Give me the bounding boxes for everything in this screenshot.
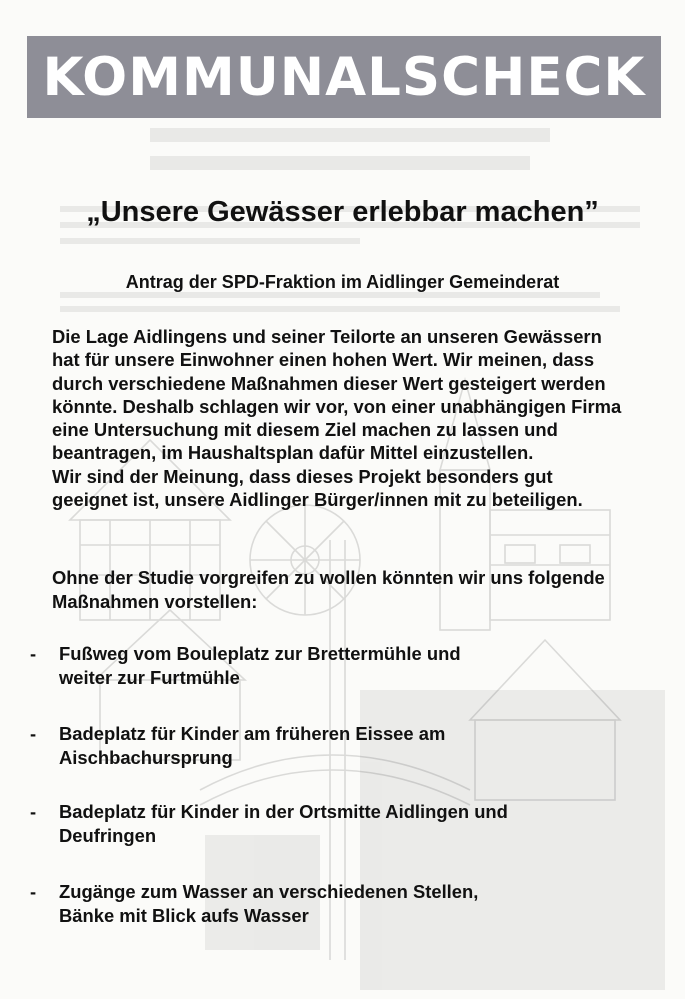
list-item-line: Fußweg vom Bouleplatz zur Brettermühle und	[59, 643, 461, 664]
bullet-dash: -	[30, 643, 37, 664]
list-item-line: Aischbachursprung	[59, 747, 233, 768]
body-line: eine Untersuchung mit diesem Ziel machen zu lassen und	[52, 419, 558, 441]
banner-title: KOMMUNALSCHECK	[42, 46, 646, 108]
body-line: Die Lage Aidlingens und seiner Teilorte an unseren Gewässern	[52, 326, 602, 347]
list-item-line: Zugänge zum Wasser an verschiedenen Stellen,	[59, 881, 479, 902]
subheadline: Antrag der SPD-Fraktion im Aidlinger Gemeinderat	[125, 272, 560, 292]
intro-line: Ohne der Studie vorgreifen zu wollen könnten wir uns folgende	[52, 567, 605, 588]
body-line: Wir sind der Meinung, dass dieses Projekt besonders gut	[52, 465, 553, 487]
bullet-dash: -	[30, 723, 37, 744]
header-banner	[27, 36, 661, 118]
bullet-dash: -	[30, 881, 37, 902]
list-item-line: weiter zur Furtmühle	[59, 667, 240, 688]
headline: „Unsere Gewässer erlebbar machen”	[86, 196, 599, 228]
list-item-line: Badeplatz für Kinder am früheren Eissee am	[59, 723, 446, 744]
intro-line: Maßnahmen vorstellen:	[52, 591, 258, 612]
body-line: könnte. Deshalb schlagen wir vor, von einer unabhängigen Firma	[52, 395, 622, 417]
bullet-dash: -	[30, 801, 37, 822]
list-item-line: Deufringen	[59, 825, 157, 846]
body-paragraph	[52, 325, 662, 511]
body-line: durch verschiedene Maßnahmen dieser Wert gesteigert werden	[52, 372, 606, 394]
list-item-line: Badeplatz für Kinder in der Ortsmitte Aidlingen und	[59, 801, 508, 822]
body-line: beantragen, im Haushaltsplan dafür Mittel einzustellen.	[52, 442, 534, 464]
measures-intro	[52, 566, 662, 614]
list-item-line: Bänke mit Blick aufs Wasser	[59, 905, 309, 926]
body-line: geeignet ist, unsere Aidlinger Bürger/innen mit zu beteiligen.	[52, 489, 583, 511]
body-line: hat für unsere Einwohner einen hohen Wert. Wir meinen, dass	[52, 349, 595, 371]
